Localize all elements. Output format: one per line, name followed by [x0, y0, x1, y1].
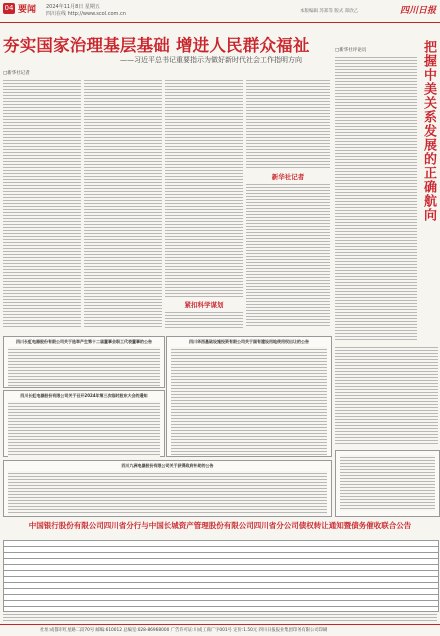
notice-title: 四川长虹电器股份有限公司关于选举产生第十二届董事会职工代表董事的公告 [16, 339, 152, 344]
big-notice-footnote [3, 612, 437, 622]
commentary-byline: □新华社评论员 [335, 48, 367, 53]
notice-body [340, 455, 435, 511]
commentary-body-cont [335, 345, 438, 445]
article-column-4-cont [246, 182, 330, 328]
commentary-vertical-title: 把握中美关系发展的正确航向 [421, 40, 436, 222]
page-footer [0, 624, 440, 636]
article-byline: □新华社记者 [3, 71, 30, 76]
header-editor-info: 本版编辑 苏郑等 版式 郑欣乙 [300, 9, 359, 14]
notice-body [8, 401, 160, 457]
big-notice-title: 中国银行股份有限公司四川省分行与中国长城资产管理股份有限公司四川省分公司债权转让通知暨债务催收联合公告 [28, 521, 412, 530]
notice-title: 四川华西基础设施投资有限公司关于国有建设用地使用权出让的公告 [189, 339, 309, 344]
creditor-table [3, 540, 439, 612]
big-notice-title-bar [3, 520, 437, 532]
article-column-2 [84, 78, 162, 328]
article-column-1 [3, 78, 81, 328]
section-name: 要闻 [18, 5, 37, 15]
footer-info: 社址:成都市红星路二段70号 邮编:610012 总编室:028-86968000 广告许可证:川成工商广字001号 定价:1.50元 四川日报报业集团印务有限公司印刷 [40, 628, 328, 633]
article-column-3 [165, 78, 243, 298]
notice-box-5 [335, 450, 440, 517]
notice-title: 四川九洲电器股份有限公司关于获得政府补助的公告 [121, 463, 214, 468]
notice-body [171, 347, 327, 455]
header-date: 2024年11月8日 星期五 [46, 4, 100, 10]
header-url[interactable]: 四川在线 http://www.scol.com.cn [46, 11, 126, 17]
notice-title: 四川长虹电器股份有限公司关于召开2024年第三次临时股东大会的通知 [20, 393, 148, 398]
notice-box-1 [3, 336, 165, 388]
article-column-4 [246, 78, 330, 168]
page-number: 04 [4, 4, 14, 12]
article-side-heading: 新华社记者 [271, 173, 305, 181]
newspaper-brand-logo: 四川日报 [399, 6, 436, 16]
notice-box-4 [3, 460, 332, 517]
notice-box-2 [3, 390, 165, 457]
notice-body [8, 347, 160, 387]
page-header [0, 0, 440, 23]
notice-box-3 [166, 336, 332, 457]
commentary-body [335, 55, 417, 340]
notice-body [8, 471, 327, 515]
main-headline: 夯实国家治理基层基础 增进人民群众福祉 [3, 36, 310, 55]
main-subtitle: ——习近平总书记重要指示为做好新时代社会工作指明方向 [120, 56, 302, 64]
article-column-3-cont [165, 310, 243, 328]
article-subheading: 紧扣科学谋划 [184, 301, 224, 309]
